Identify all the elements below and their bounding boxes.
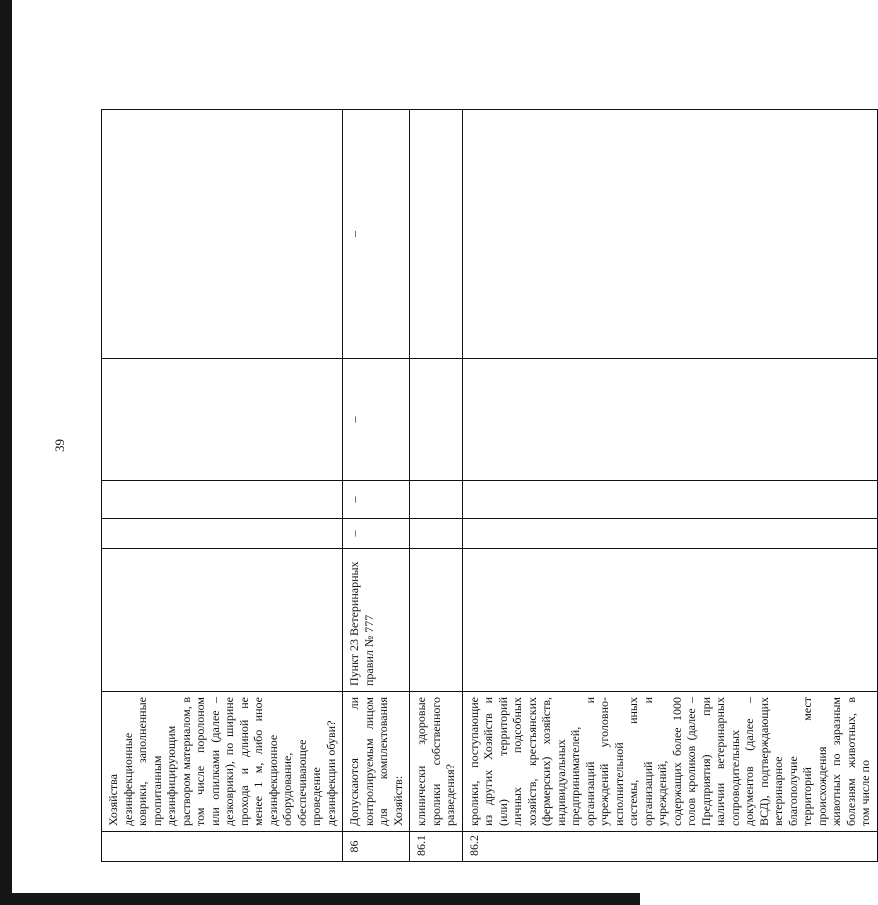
question-cell: кролики, поступающие из других Хозяйств и (или) территорий личных подсобных хозяйств, крестьянских (фермерских) хозяйств, индивидуальных предпринимателей, организаций и учреждений уголовно-исполнительной системы, иных организаций и учреждений, содержащих более 1000 голов кроликов (далее – Предприятия) при наличии ветеринарных сопроводительных документов (далее – ВСД), подтверждающих ветеринарное благополучие территорий мест происхождения животных по заразным болезням животных, в том числе по <box>462 692 877 832</box>
rotated-table-wrapper <box>101 110 872 862</box>
question-cell: клинически здоровые кролики собственного разведения? <box>410 692 463 832</box>
answer-cell-a <box>102 519 343 549</box>
row-number: 86.2 <box>462 832 877 862</box>
reference-cell <box>410 549 463 692</box>
row-number <box>102 832 343 862</box>
question-cell: Хозяйства дезинфекционные коврики, заполненные пропитанным дезинфицирующим раствором материалом, в том числе поролоном или опилками (далее – дезковрики), по ширине прохода и длиной не менее 1 м, либо иное дезинфекционное оборудование, обеспечивающее проведение дезинфекции обуви? <box>102 692 343 832</box>
reference-cell: Пункт 23 Ветеринарных правил № 777 <box>343 549 410 692</box>
scan-edge-bottom <box>0 893 640 905</box>
answer-cell-b: – <box>343 481 410 519</box>
answer-cell-c <box>462 359 877 481</box>
answer-cell-c <box>102 359 343 481</box>
note-cell: – <box>343 110 410 359</box>
table-row <box>102 110 343 862</box>
question-cell: Допускаются ли контролируемым лицом для комплектования Хозяйств: <box>343 692 410 832</box>
answer-cell-c <box>410 359 463 481</box>
answer-cell-c: – <box>343 359 410 481</box>
table-row <box>462 110 877 862</box>
answer-cell-b <box>410 481 463 519</box>
answer-cell-a <box>410 519 463 549</box>
note-cell <box>102 110 343 359</box>
answer-cell-b <box>102 481 343 519</box>
reference-cell <box>102 549 343 692</box>
note-cell <box>462 110 877 359</box>
note-cell <box>410 110 463 359</box>
scan-edge-left <box>0 0 12 905</box>
row-number: 86.1 <box>410 832 463 862</box>
table-row <box>343 110 410 862</box>
reference-cell <box>462 549 877 692</box>
table-row <box>410 110 463 862</box>
answer-cell-a: – <box>343 519 410 549</box>
row-number: 86 <box>343 832 410 862</box>
answer-cell-a <box>462 519 877 549</box>
page-number: 39 <box>52 439 67 452</box>
answer-cell-b <box>462 481 877 519</box>
checklist-table <box>101 109 878 862</box>
